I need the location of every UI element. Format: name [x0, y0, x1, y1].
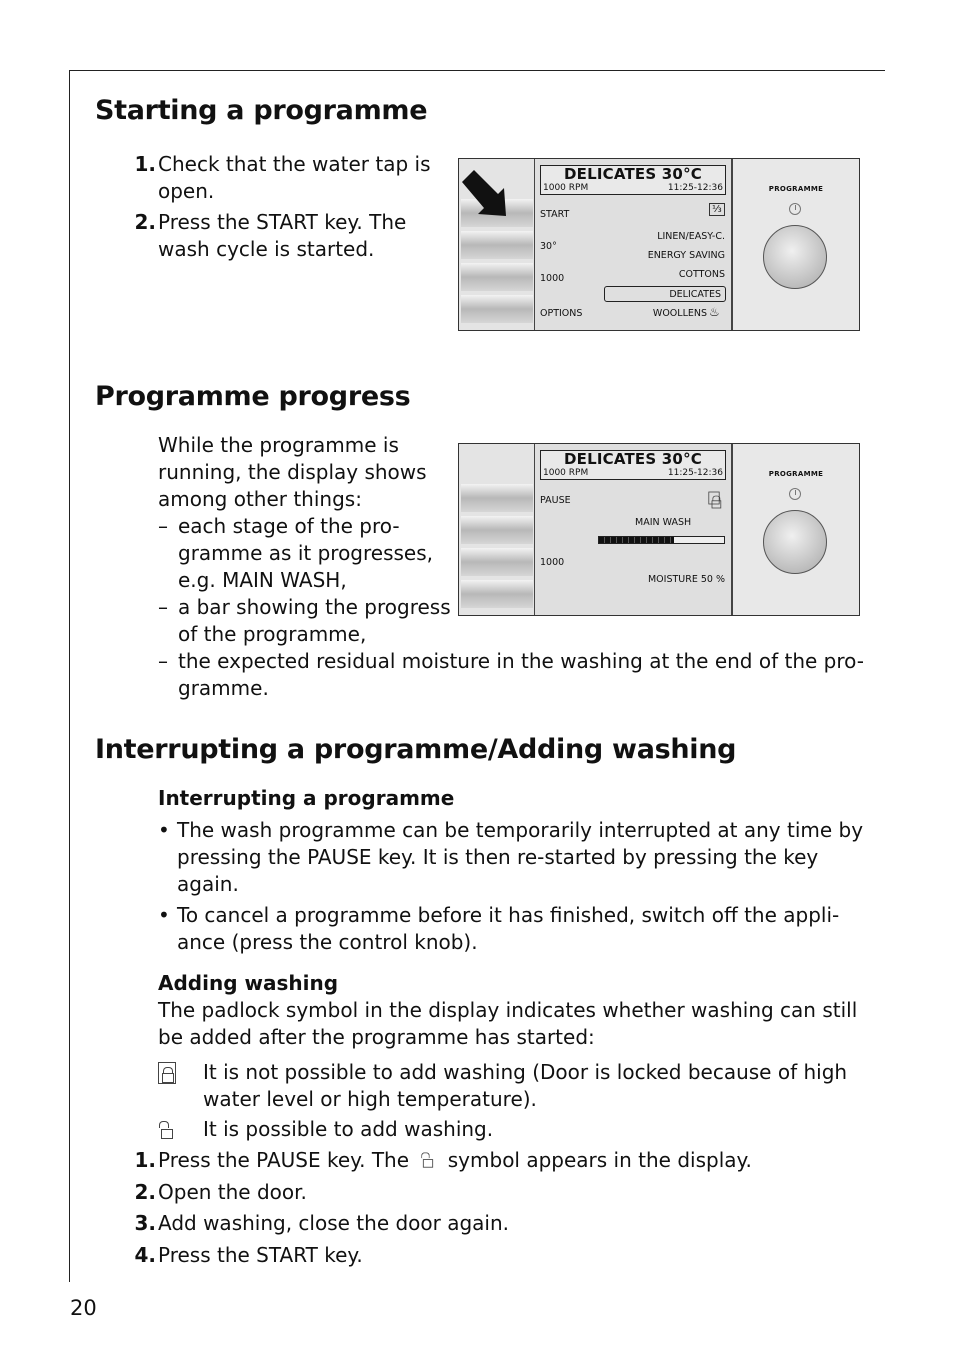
padlock-open-icon	[158, 1119, 176, 1141]
locked-text: It is not possible to add washing (Door is locked because of high	[203, 1060, 848, 1084]
padlock-locked-icon	[158, 1062, 176, 1084]
display-label-temp: 30°	[540, 241, 557, 252]
step-text-before: Press the PAUSE key. The	[158, 1148, 410, 1172]
programme-item: ENERGY SAVING	[647, 250, 725, 261]
heading-interrupting: Interrupting a programme/Adding washing	[95, 734, 737, 765]
padlock-icon	[708, 492, 719, 505]
heading-progress: Programme progress	[95, 381, 411, 412]
heading-starting: Starting a programme	[95, 95, 428, 126]
display-stage: MAIN WASH	[635, 517, 692, 528]
step-text-after: symbol appears in the display.	[447, 1148, 752, 1172]
locked-text: water level or high temperature).	[203, 1087, 537, 1111]
bullet-text: gramme.	[178, 676, 269, 700]
progress-bar	[598, 536, 725, 544]
progress-text: running, the display shows	[158, 460, 427, 484]
display-rpm: 1000 RPM	[543, 468, 589, 478]
bullet-text: again.	[177, 872, 239, 896]
step-text: open.	[158, 179, 215, 203]
progress-text: among other things:	[158, 487, 362, 511]
display-key[interactable]	[461, 231, 533, 259]
step-number: 4.	[134, 1243, 156, 1267]
display-label-speed: 1000	[540, 557, 565, 568]
display-key[interactable]	[461, 295, 533, 323]
bullet-dot: •	[158, 818, 170, 842]
programme-label: PROGRAMME	[768, 470, 824, 478]
bullet-dot: •	[158, 903, 170, 927]
display-title: DELICATES 30°C	[564, 165, 702, 183]
bullet-dash: –	[158, 649, 168, 673]
power-icon	[789, 203, 801, 215]
step-number: 1.	[134, 152, 156, 176]
bullet-text: the expected residual moisture in the washing at the end of the pro-	[178, 649, 864, 673]
step-text: Press the START key. The	[158, 210, 407, 234]
bullet-text: The wash programme can be temporarily interrupted at any time by	[177, 818, 864, 842]
display-label-options: OPTIONS	[540, 308, 583, 319]
display-key[interactable]	[461, 516, 533, 544]
display-label-start: START	[540, 209, 570, 220]
display-keys	[459, 444, 535, 615]
display-moisture: MOISTURE 50 %	[647, 574, 725, 585]
padlock-open-inline-icon	[415, 1150, 441, 1170]
display-rpm: 1000 RPM	[543, 183, 589, 193]
bullet-text: pressing the PAUSE key. It is then re-started by pressing the key	[177, 845, 819, 869]
progress-text: While the programme is	[158, 433, 399, 457]
display-header	[540, 450, 726, 480]
bullet-text: To cancel a programme before it has finished, switch off the appli-	[177, 903, 840, 927]
intro-text: be added after the programme has started:	[158, 1025, 595, 1049]
progress-bar-fill	[599, 537, 674, 543]
subheading-adding: Adding washing	[158, 971, 339, 995]
hand-wash-icon: ♨	[709, 305, 720, 319]
display-title: DELICATES 30°C	[564, 450, 702, 468]
display-header	[540, 165, 726, 195]
step-text: Add washing, close the door again.	[158, 1211, 510, 1235]
display-panel-start	[458, 158, 860, 331]
step-text	[158, 1147, 752, 1174]
bullet-text: each stage of the pro-	[178, 514, 400, 538]
control-area	[733, 444, 859, 615]
step-text: wash cycle is started.	[158, 237, 375, 261]
display-time: 11:25-12:36	[667, 468, 723, 478]
display-key[interactable]	[461, 580, 533, 608]
power-icon	[789, 488, 801, 500]
page-number: 20	[70, 1296, 97, 1320]
programme-item-selected: DELICATES	[669, 289, 721, 300]
display-screen	[535, 444, 733, 615]
control-area	[733, 159, 859, 330]
programme-knob[interactable]	[763, 510, 827, 574]
intro-text: The padlock symbol in the display indicates whether washing can still	[158, 998, 858, 1022]
bullet-text: of the programme,	[178, 622, 367, 646]
display-key[interactable]	[461, 263, 533, 291]
bullet-dash: –	[158, 595, 168, 619]
bullet-text: gramme as it progresses,	[178, 541, 434, 565]
programme-item: LINEN/EASY-C.	[657, 231, 725, 242]
step-text: Press the START key.	[158, 1243, 363, 1267]
display-key[interactable]	[461, 484, 533, 512]
display-key[interactable]	[461, 548, 533, 576]
display-label-pause: PAUSE	[540, 495, 571, 506]
step-number: 2.	[134, 210, 156, 234]
display-panel-progress	[458, 443, 860, 616]
step-text: Check that the water tap is	[158, 152, 431, 176]
bullet-text: a bar showing the progress	[178, 595, 451, 619]
bullet-text: ance (press the control knob).	[177, 930, 478, 954]
display-screen	[535, 159, 733, 330]
top-rule	[69, 70, 885, 71]
step-number: 1.	[134, 1148, 156, 1172]
programme-label: PROGRAMME	[768, 185, 824, 193]
unlocked-text: It is possible to add washing.	[203, 1117, 494, 1141]
pointer-arrow-icon	[460, 168, 508, 218]
subheading-interrupting: Interrupting a programme	[158, 786, 455, 810]
bullet-text: e.g. MAIN WASH,	[178, 568, 347, 592]
step-number: 2.	[134, 1180, 156, 1204]
programme-item: WOOLLENS	[652, 308, 707, 319]
left-rule	[69, 70, 70, 1282]
programme-item: COTTONS	[678, 269, 725, 280]
step-text: Open the door.	[158, 1180, 307, 1204]
step-number: 3.	[134, 1211, 156, 1235]
display-label-speed: 1000	[540, 273, 565, 284]
display-time: 11:25-12:36	[667, 183, 723, 193]
bullet-dash: –	[158, 514, 168, 538]
programme-knob[interactable]	[763, 225, 827, 289]
one-third-icon: ⅓	[709, 203, 725, 216]
